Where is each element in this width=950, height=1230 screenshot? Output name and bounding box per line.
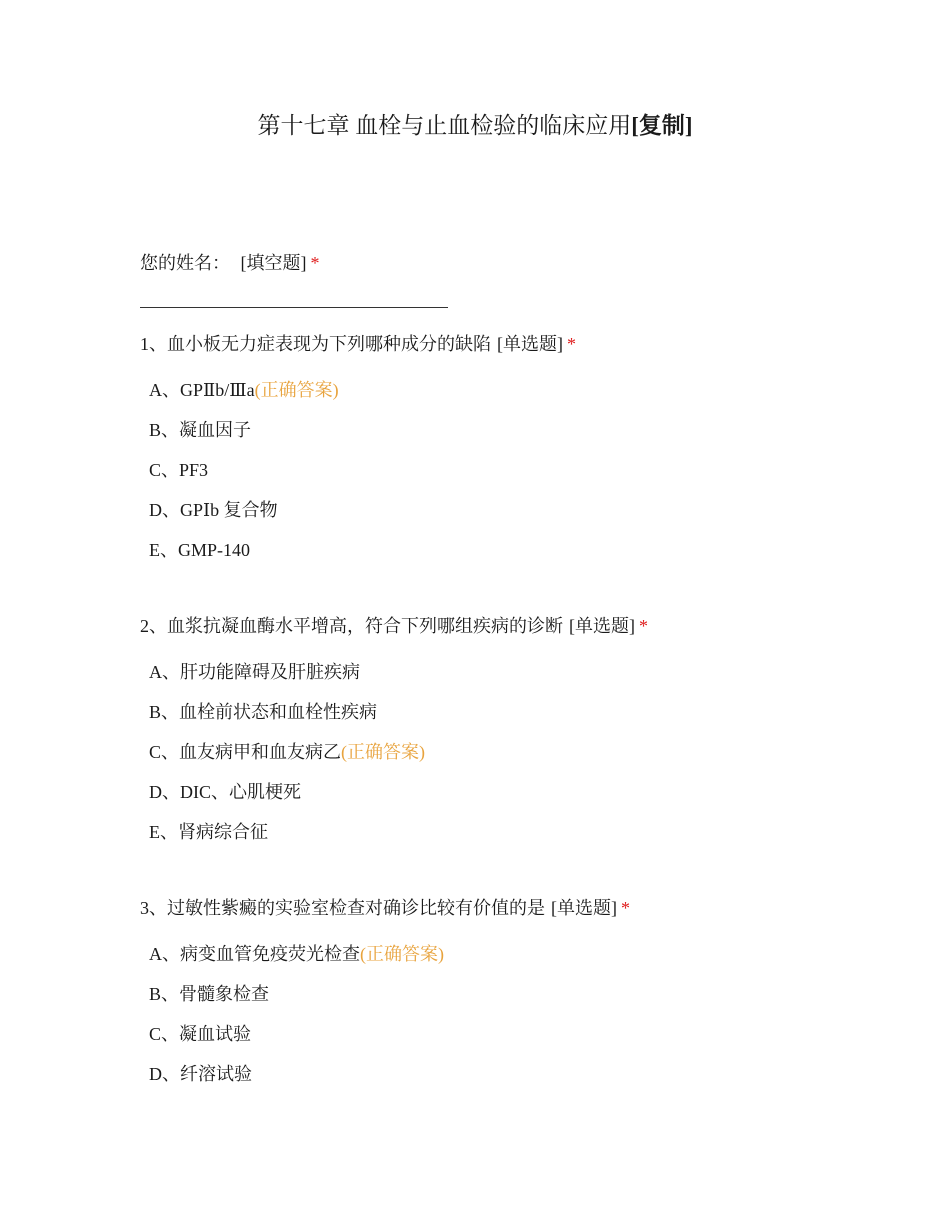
question-text: [140, 614, 648, 638]
option-label: D、GPⅠb 复合物: [149, 500, 278, 520]
correct-answer-note: (正确答案): [254, 380, 339, 400]
option-label: A、GPⅡb/Ⅲa: [149, 380, 255, 400]
question-text: [140, 332, 576, 356]
option-label: B、凝血因子: [149, 420, 252, 440]
question-type: [单选题]: [569, 616, 635, 636]
correct-answer-note: (正确答案): [360, 944, 444, 964]
option-a[interactable]: [149, 378, 339, 402]
option-e[interactable]: [149, 820, 268, 844]
question-stem: 1、血小板无力症表现为下列哪种成分的缺陷: [140, 334, 491, 354]
option-label: B、骨髓象检查: [149, 984, 270, 1004]
correct-answer-note: (正确答案): [341, 742, 426, 762]
option-label: A、肝功能障碍及肝脏疾病: [149, 662, 360, 682]
option-c[interactable]: [149, 458, 208, 482]
question-text: [140, 896, 630, 920]
option-label: A、病变血管免疫荧光检查: [149, 944, 360, 964]
name-answer-blank[interactable]: [140, 307, 448, 308]
option-label: C、PF3: [149, 460, 209, 480]
required-mark: *: [621, 898, 630, 918]
question-1: [140, 332, 576, 560]
option-label: B、血栓前状态和血栓性疾病: [149, 702, 378, 722]
name-question-type: [填空题]: [240, 253, 307, 273]
option-d[interactable]: [149, 1062, 252, 1086]
option-c[interactable]: [149, 1022, 251, 1046]
question-type: [单选题]: [551, 898, 617, 918]
option-label: C、凝血试验: [149, 1024, 252, 1044]
name-label: 您的姓名：: [140, 253, 230, 273]
required-mark: *: [310, 253, 320, 273]
option-label: D、纤溶试验: [149, 1064, 252, 1084]
option-label: C、血友病甲和血友病乙: [149, 742, 342, 762]
option-label: E、肾病综合征: [149, 822, 268, 842]
page-title: [0, 110, 950, 142]
option-label: D、DIC、心肌梗死: [149, 782, 301, 802]
option-a[interactable]: [149, 942, 444, 966]
name-question: [140, 251, 320, 275]
option-d[interactable]: [149, 498, 278, 522]
required-mark: *: [567, 334, 576, 354]
title-copy-tag: [复制]: [631, 113, 693, 138]
question-type: [单选题]: [497, 334, 563, 354]
option-c[interactable]: [149, 740, 425, 764]
required-mark: *: [639, 616, 648, 636]
title-text: 第十七章 血栓与止血检验的临床应用: [257, 113, 632, 138]
option-a[interactable]: [149, 660, 360, 684]
question-3: [140, 896, 630, 1084]
option-b[interactable]: [149, 982, 269, 1006]
option-b[interactable]: [149, 700, 377, 724]
question-2: [140, 614, 648, 842]
option-d[interactable]: [149, 780, 301, 804]
question-stem: 3、过敏性紫癜的实验室检查对确诊比较有价值的是: [140, 898, 545, 918]
option-b[interactable]: [149, 418, 251, 442]
option-label: E、GMP-140: [149, 540, 251, 560]
option-e[interactable]: [149, 538, 250, 562]
question-stem: 2、血浆抗凝血酶水平增高，符合下列哪组疾病的诊断: [140, 616, 563, 636]
